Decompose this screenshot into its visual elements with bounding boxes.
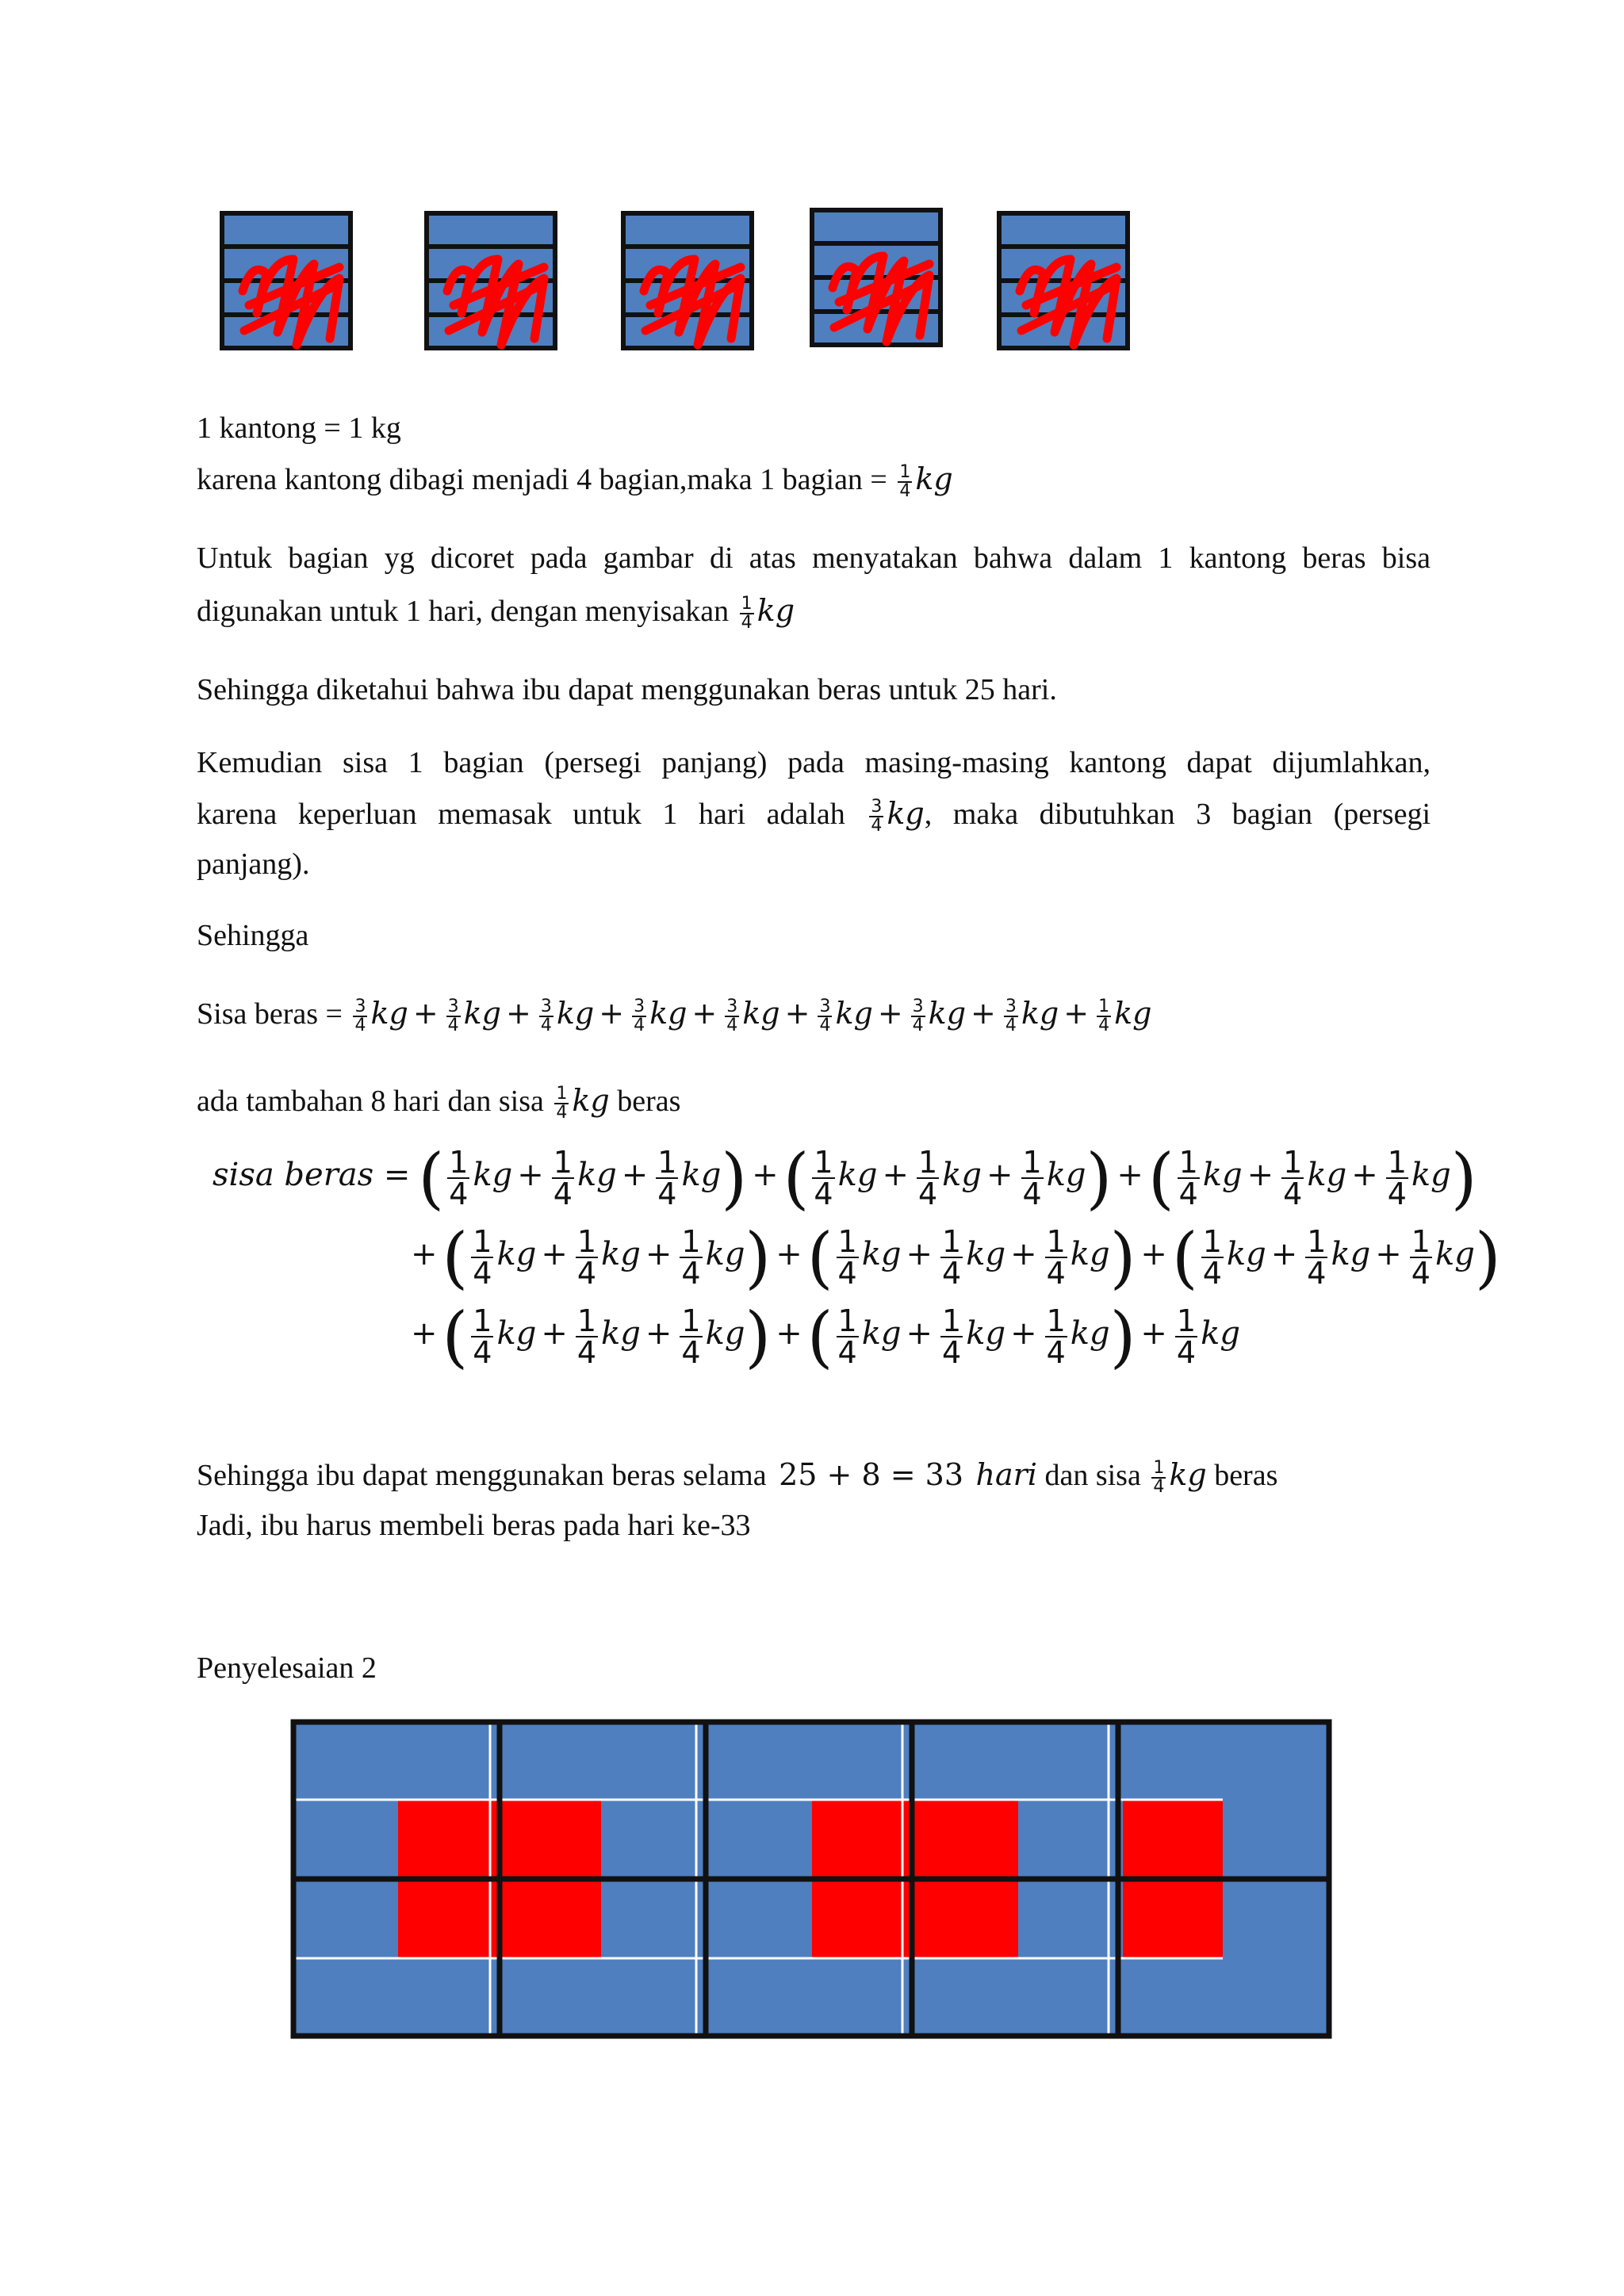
plus-sign: + (599, 996, 625, 1031)
paragraph-dicoret-1: Untuk bagian yg dicoret pada gambar di atas menyatakan bahwa dalam 1 kantong beras bisa (197, 541, 1431, 575)
fraction: $\frac{1}{4}$ (1046, 1303, 1066, 1370)
plus-sign: + (645, 1315, 672, 1352)
unit-kg: kg (1070, 1236, 1110, 1272)
paragraph-sisa-3: panjang). (197, 848, 310, 881)
unit-kg: kg (496, 1315, 537, 1352)
fraction: $\frac{1}{4}$ (942, 1223, 962, 1291)
unit-kg: kg (966, 1236, 1006, 1272)
plus-sign: + (541, 1236, 568, 1272)
big-equation-row-1 (213, 1135, 1477, 1215)
close-paren: ) (721, 1138, 748, 1217)
close-paren: ) (745, 1218, 772, 1296)
unit-kg: kg (556, 996, 595, 1031)
fraction: $\frac{1}{4}$ (1098, 997, 1110, 1036)
bag-5 (999, 213, 1128, 348)
fraction: $\frac{1}{4}$ (556, 1084, 568, 1123)
fraction: $\frac{1}{4}$ (576, 1223, 597, 1291)
plus-sign: + (1116, 1157, 1143, 1193)
fraction: $\frac{1}{4}$ (576, 1303, 597, 1370)
unit-kg: kg (1331, 1236, 1371, 1272)
unit-kg: kg (370, 996, 408, 1031)
fraction: $\frac{1}{4}$ (553, 1144, 573, 1211)
unit-kg: kg (576, 1157, 617, 1193)
unit-kg: kg (705, 1315, 745, 1352)
unit-kg: kg (601, 1236, 641, 1272)
big-equation-row-2 (406, 1215, 1501, 1294)
plus-sign: + (1140, 1315, 1167, 1352)
plus-sign: + (645, 1236, 672, 1272)
plus-sign: + (506, 996, 531, 1031)
plus-sign: + (784, 996, 810, 1031)
plus-sign: + (971, 996, 996, 1031)
fraction: $\frac{1}{4}$ (899, 462, 911, 502)
plus-sign: + (412, 996, 439, 1031)
paragraph-25-hari: Sehingga diketahui bahwa ibu dapat menggunakan beras untuk 25 hari. (197, 673, 1057, 706)
plus-sign: + (1247, 1157, 1274, 1193)
close-paren: ) (1109, 1218, 1136, 1296)
fraction: $\frac{3}{4}$ (634, 997, 645, 1036)
plus-sign: + (1375, 1236, 1402, 1272)
fraction: $\frac{1}{4}$ (1411, 1223, 1431, 1291)
unit-kg: kg (1070, 1315, 1110, 1352)
bag-2 (427, 213, 555, 348)
grid-figure (285, 1711, 1340, 2044)
unit-kg: kg (705, 1236, 745, 1272)
fraction: $\frac{1}{4}$ (1283, 1144, 1303, 1211)
fraction: $\frac{1}{4}$ (1307, 1223, 1327, 1291)
unit-kg: kg (928, 996, 967, 1031)
unit-kg: kg (835, 996, 873, 1031)
fraction: $\frac{3}{4}$ (540, 997, 552, 1036)
close-paren: ) (745, 1297, 772, 1376)
unit-kg: kg (1021, 996, 1059, 1031)
bag-3 (623, 213, 752, 348)
plus-sign: + (776, 1236, 802, 1272)
equation-lhs: sisa beras = (213, 1157, 411, 1193)
unit-kg: kg (1114, 996, 1152, 1031)
ada-tambahan-line: ada tambahan 8 hari dan sisa $\frac{1}{4}$ kg beras (197, 1083, 681, 1123)
unit-kg: kg (473, 1157, 513, 1193)
fraction: $\frac{3}{4}$ (726, 997, 738, 1036)
fraction: $\frac{3}{4}$ (871, 797, 883, 836)
plus-sign: + (411, 1315, 438, 1352)
open-paren: ( (418, 1138, 445, 1217)
unit-kg: kg (742, 996, 780, 1031)
plus-sign: + (1010, 1236, 1037, 1272)
kantong-definition: 1 kantong = 1 kg (197, 411, 401, 445)
fraction: $\frac{1}{4}$ (449, 1144, 469, 1211)
unit-kg: kg (1202, 1157, 1243, 1193)
unit-kg: kg (496, 1236, 537, 1272)
open-paren: ( (442, 1218, 469, 1296)
fraction: $\frac{1}{4}$ (1387, 1144, 1407, 1211)
plus-sign: + (1351, 1157, 1378, 1193)
close-paren: ) (1109, 1297, 1136, 1376)
paragraph-dicoret-2: digunakan untuk 1 hari, dengan menyisakan $\frac{1}{4}$ kg (197, 593, 795, 633)
fraction: $\frac{1}{4}$ (681, 1303, 701, 1370)
bags-figure (214, 202, 1142, 361)
unit-kg: kg (601, 1315, 641, 1352)
open-paren: ( (1147, 1138, 1174, 1217)
fraction: $\frac{3}{4}$ (1005, 997, 1017, 1036)
fraction: $\frac{1}{4}$ (837, 1303, 857, 1370)
plus-sign: + (691, 996, 718, 1031)
fraction: $\frac{1}{4}$ (473, 1303, 492, 1370)
bagian-definition: karena kantong dibagi menjadi 4 bagian,maka 1 bagian = $\frac{1}{4}$ kg (197, 461, 953, 502)
plus-sign: + (882, 1157, 909, 1193)
plus-sign: + (1063, 996, 1090, 1031)
bag-4 (812, 210, 940, 345)
fraction: $\frac{1}{4}$ (1176, 1303, 1197, 1370)
big-equation-row-3 (406, 1294, 1240, 1376)
fraction: $\frac{3}{4}$ (819, 997, 831, 1036)
unit-kg: kg (966, 1315, 1006, 1352)
fraction: $\frac{3}{4}$ (354, 997, 366, 1036)
sisa-beras-sum: Sisa beras = $\frac{3}{4}$ kg + $\frac{3}{4}$ kg + $\frac{3}{4}$ kg + $\frac{3}{4}$ kg + $\frac{3}{4}$ kg + $\frac{3}{4}$ kg + $\frac{3}{4}$ kg + $\frac{3}{4}$ kg + $\frac{1}{4}$ kg (197, 996, 1152, 1036)
jadi-line: Jadi, ibu harus membeli beras pada hari ke-33 (197, 1509, 751, 1542)
fraction: $\frac{3}{4}$ (912, 997, 924, 1036)
unit-kg: kg (681, 1157, 722, 1193)
fraction: $\frac{1}{4}$ (681, 1223, 701, 1291)
open-paren: ( (806, 1297, 833, 1376)
plus-sign: + (877, 996, 903, 1031)
sehingga-label: Sehingga (197, 919, 309, 952)
conclusion-line: Sehingga ibu dapat menggunakan beras selama 25 + 8 = 33 hari dan sisa $\frac{1}{4}$ kg beras (197, 1457, 1278, 1498)
plus-sign: + (1270, 1236, 1298, 1272)
plus-sign: + (1140, 1236, 1167, 1272)
fraction: $\frac{1}{4}$ (814, 1144, 833, 1211)
fraction: $\frac{1}{4}$ (1202, 1223, 1222, 1291)
fraction: $\frac{1}{4}$ (917, 1144, 938, 1211)
fraction: $\frac{1}{4}$ (473, 1223, 492, 1291)
open-paren: ( (783, 1138, 810, 1217)
unit-kg: kg (1434, 1236, 1475, 1272)
open-paren: ( (806, 1218, 833, 1296)
close-paren: ) (1086, 1138, 1113, 1217)
fraction: $\frac{1}{4}$ (1178, 1144, 1198, 1211)
unit-kg: kg (1226, 1236, 1266, 1272)
plus-sign: + (411, 1236, 438, 1272)
unit-kg: kg (1307, 1157, 1347, 1193)
fraction: $\frac{1}{4}$ (657, 1144, 677, 1211)
unit-kg: kg (861, 1236, 902, 1272)
close-paren: ) (1474, 1218, 1501, 1296)
unit-kg: kg (1201, 1315, 1240, 1352)
unit-kg: kg (861, 1315, 902, 1352)
unit-kg: kg (649, 996, 688, 1031)
unit-kg: kg (1411, 1157, 1451, 1193)
paragraph-sisa-1: Kemudian sisa 1 bagian (persegi panjang) pada masing-masing kantong dapat dijumlahkan, (197, 746, 1431, 779)
plus-sign: + (1010, 1315, 1037, 1352)
plus-sign: + (776, 1315, 802, 1352)
plus-sign: + (752, 1157, 779, 1193)
unit-kg: kg (463, 996, 502, 1031)
paragraph-sisa-2: karena keperluan memasak untuk 1 hari adalah $\frac{3}{4}$ kg, maka dibutuhkan 3 bagian (persegi (197, 796, 1431, 836)
fraction: $\frac{1}{4}$ (837, 1223, 857, 1291)
plus-sign: + (906, 1236, 933, 1272)
unit-kg: kg (837, 1157, 878, 1193)
close-paren: ) (1450, 1138, 1477, 1217)
fraction: $\frac{3}{4}$ (447, 997, 459, 1036)
fraction: $\frac{1}{4}$ (942, 1303, 962, 1370)
plus-sign: + (541, 1315, 568, 1352)
fraction: $\frac{1}{4}$ (1022, 1144, 1042, 1211)
penyelesaian-2-heading: Penyelesaian 2 (197, 1651, 377, 1685)
unit-kg: kg (1046, 1157, 1086, 1193)
plus-sign: + (906, 1315, 933, 1352)
fraction: $\frac{1}{4}$ (1153, 1458, 1165, 1498)
unit-kg: kg (942, 1157, 982, 1193)
fraction: $\frac{1}{4}$ (741, 594, 753, 633)
plus-sign: + (517, 1157, 544, 1193)
fraction: $\frac{1}{4}$ (1046, 1223, 1066, 1291)
plus-sign: + (986, 1157, 1013, 1193)
plus-sign: + (621, 1157, 649, 1193)
open-paren: ( (442, 1297, 469, 1376)
open-paren: ( (1171, 1218, 1198, 1296)
bag-1 (222, 213, 350, 348)
